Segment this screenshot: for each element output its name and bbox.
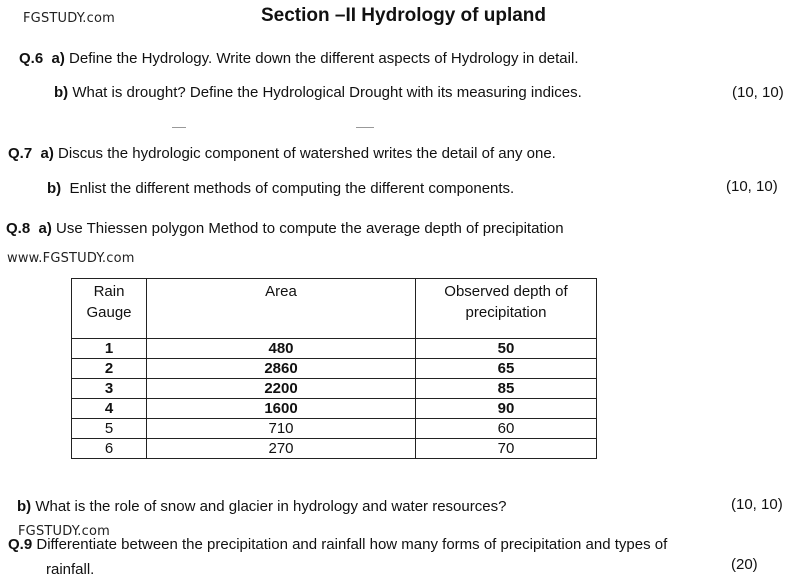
cell-depth: 90	[416, 399, 597, 419]
header-observed-depth: Observed depth of precipitation	[416, 279, 597, 339]
q7-part-b	[47, 180, 514, 197]
question-text: Define the Hydrology. Write down the different aspects of Hydrology in detail.	[69, 50, 579, 67]
cell-gauge: 4	[72, 399, 147, 419]
watermark-top: FGSTUDY.com	[23, 11, 115, 26]
cell-depth: 70	[416, 439, 597, 459]
question-text: What is the role of snow and glacier in hydrology and water resources?	[35, 498, 507, 515]
cell-area: 2860	[147, 359, 416, 379]
question-text: Enlist the different methods of computing the different components.	[69, 180, 515, 197]
header-area: Area	[147, 279, 416, 339]
scan-artifact	[356, 127, 374, 128]
watermark-bottom: FGSTUDY.com	[18, 524, 110, 539]
question-number: Q.8	[6, 220, 31, 237]
cell-depth: 85	[416, 379, 597, 399]
watermark-middle: www.FGSTUDY.com	[7, 251, 135, 266]
part-label: b)	[47, 180, 62, 197]
scan-artifact	[172, 127, 186, 128]
q8-part-a	[6, 220, 564, 237]
q9-marks: (20)	[731, 556, 758, 573]
question-number: Q.9	[8, 536, 33, 553]
question-number: Q.6	[19, 50, 44, 67]
question-text: Use Thiessen polygon Method to compute the average depth of precipitation	[56, 220, 564, 237]
table-row	[72, 419, 597, 439]
cell-area: 480	[147, 339, 416, 359]
cell-gauge: 1	[72, 339, 147, 359]
cell-area: 2200	[147, 379, 416, 399]
rain-gauge-table	[71, 278, 597, 459]
q8-part-b	[17, 498, 506, 515]
question-text: Differentiate between the precipitation and rainfall how many forms of precipitation and types of	[36, 536, 668, 553]
table-row	[72, 399, 597, 419]
table-row	[72, 379, 597, 399]
part-label: b)	[17, 498, 32, 515]
section-title: Section –II Hydrology of upland	[261, 5, 547, 26]
part-label: a)	[51, 50, 65, 67]
question-text: What is drought? Define the Hydrological Drought with its measuring indices.	[72, 84, 582, 101]
q9-line-1	[8, 536, 667, 553]
q9-line-2: rainfall.	[46, 561, 95, 578]
q6-part-a	[19, 50, 578, 67]
q7-part-a	[8, 145, 556, 162]
cell-area: 710	[147, 419, 416, 439]
cell-gauge: 3	[72, 379, 147, 399]
cell-depth: 65	[416, 359, 597, 379]
table-row	[72, 339, 597, 359]
table-row	[72, 359, 597, 379]
q7-marks: (10, 10)	[726, 178, 778, 195]
question-number: Q.7	[8, 145, 33, 162]
table-header-row	[72, 279, 597, 339]
cell-gauge: 6	[72, 439, 147, 459]
q6-marks: (10, 10)	[732, 84, 784, 101]
cell-area: 1600	[147, 399, 416, 419]
q6-part-b	[54, 84, 582, 101]
q8-marks: (10, 10)	[731, 496, 783, 513]
part-label: b)	[54, 84, 69, 101]
part-label: a)	[40, 145, 54, 162]
question-text: Discus the hydrologic component of watershed writes the detail of any one.	[58, 145, 556, 162]
header-rain-gauge: Rain Gauge	[72, 279, 147, 339]
cell-depth: 60	[416, 419, 597, 439]
part-label: a)	[38, 220, 52, 237]
cell-depth: 50	[416, 339, 597, 359]
cell-gauge: 2	[72, 359, 147, 379]
table-row	[72, 439, 597, 459]
cell-gauge: 5	[72, 419, 147, 439]
cell-area: 270	[147, 439, 416, 459]
